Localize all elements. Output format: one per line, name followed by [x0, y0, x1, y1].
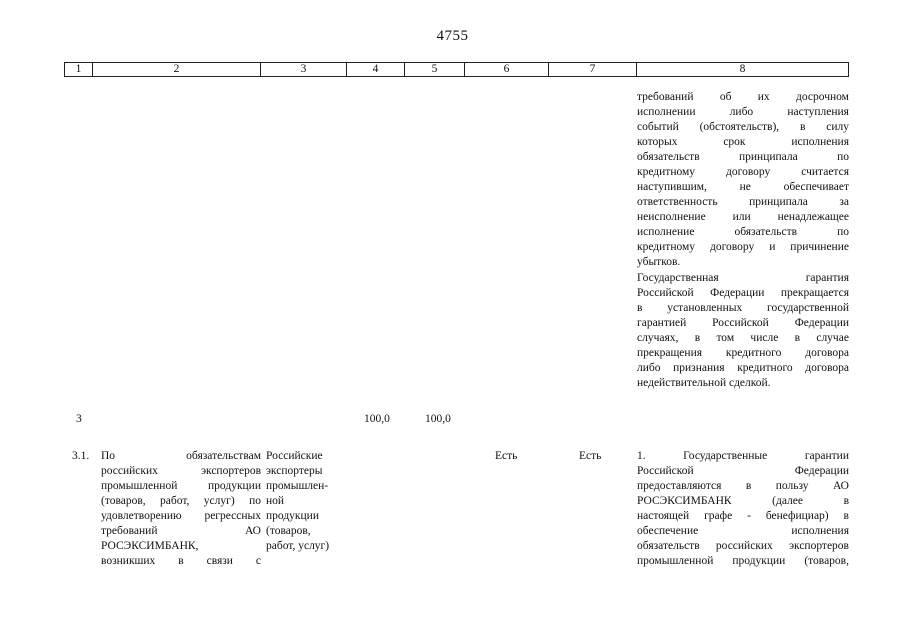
continuation-paragraph-1-line: убытков.: [637, 256, 681, 268]
continuation-paragraph-2-line: Российской Федерации прекращается: [637, 287, 849, 299]
continuation-paragraph-2-line: недействительной сделкой.: [637, 377, 771, 389]
continuation-paragraph-1-line: исполнении либо наступления: [637, 106, 849, 118]
header-col-5: 5: [405, 63, 465, 76]
continuation-paragraph-1-line: ответственность принципала за: [637, 196, 849, 208]
continuation-paragraph-1-line: требований об их досрочном: [637, 91, 849, 103]
row-3-1-recipients-line: Российские: [266, 450, 323, 462]
row-3-1-description-line: российских экспортеров: [101, 465, 261, 477]
row-3-1-conditions-line: предоставляются в пользу АО: [637, 480, 849, 492]
continuation-paragraph-1-line: неисполнение или ненадлежащее: [637, 211, 849, 223]
row-3-1-recipients: [266, 449, 346, 554]
continuation-paragraph-1-line: кредитному договору и причинение: [637, 241, 849, 253]
row-3-1-conditions-line: Российской Федерации: [637, 465, 849, 477]
row-3-1-conditions-line: обеспечение исполнения: [637, 525, 849, 537]
continuation-paragraph-1-line: обязательств принципала по: [637, 151, 849, 163]
row-3-1-recipients-line: ной: [266, 495, 285, 507]
row-3-number: 3: [76, 413, 82, 425]
row-3-1-description-line: промышленной продукции: [101, 480, 261, 492]
header-col-2: 2: [93, 63, 261, 76]
row-3-1-conditions: [637, 449, 849, 569]
row-3-col4-value: 100,0: [364, 413, 390, 425]
header-col-3: 3: [261, 63, 347, 76]
continuation-paragraph-1-line: которых срок исполнения: [637, 136, 849, 148]
row-3-1-description-line: РОСЭКСИМБАНК,: [101, 540, 199, 552]
continuation-paragraph-1-line: событий (обстоятельств), в силу: [637, 121, 849, 133]
row-3-1-recipients-line: (товаров,: [266, 525, 311, 537]
header-col-4: 4: [347, 63, 405, 76]
continuation-paragraph-2: [637, 271, 849, 391]
row-3-1-col6-value: Есть: [495, 450, 518, 462]
continuation-paragraph-1: [637, 90, 849, 270]
row-3-1-number: 3.1.: [72, 450, 90, 462]
row-3-1-description-line: удовлетворению регрессных: [101, 510, 261, 522]
row-3-1-conditions-line: промышленной продукции (товаров,: [637, 555, 849, 567]
row-3-1-recipients-line: экспортеры: [266, 465, 323, 477]
header-col-8: 8: [739, 63, 746, 75]
continuation-paragraph-1-line: исполнение обязательств по: [637, 226, 849, 238]
continuation-paragraph-2-line: в установленных государственной: [637, 302, 849, 314]
row-3-1-recipients-line: промышлен-: [266, 480, 329, 492]
row-3-1-conditions-line: 1. Государственные гарантии: [637, 450, 849, 462]
row-3-1-conditions-line: настоящей графе - бенефициар) в: [637, 510, 849, 522]
row-3-col5-value: 100,0: [425, 413, 451, 425]
row-3-1-description-line: По обязательствам: [101, 450, 261, 462]
row-3-1-conditions-line: обязательств российских экспортеров: [637, 540, 849, 552]
row-3-1-conditions-line: РОСЭКСИМБАНК (далее в: [637, 495, 849, 507]
header-col-6: 6: [465, 63, 549, 76]
page-number: 4755: [436, 28, 469, 44]
continuation-paragraph-2-line: прекращения кредитного договора: [637, 347, 849, 359]
continuation-paragraph-2-line: гарантией Российской Федерации: [637, 317, 849, 329]
continuation-paragraph-2-line: либо признания кредитного договора: [637, 362, 849, 374]
row-3-1-recipients-line: работ, услуг): [266, 540, 330, 552]
header-col-7: 7: [549, 63, 637, 76]
continuation-paragraph-2-line: случаях, в том числе в случае: [637, 332, 849, 344]
row-3-1-description-line: возникших в связи с: [101, 555, 261, 567]
table-header-row: [64, 62, 849, 77]
continuation-paragraph-1-line: наступившим, не обеспечивает: [637, 181, 849, 193]
row-3-1-description-line: (товаров, работ, услуг) по: [101, 495, 261, 507]
row-3-1-recipients-line: продукции: [266, 510, 319, 522]
continuation-paragraph-2-line: Государственная гарантия: [637, 272, 849, 284]
continuation-paragraph-1-line: кредитному договору считается: [637, 166, 849, 178]
row-3-1-description: [101, 449, 261, 569]
header-col-1: 1: [65, 63, 93, 76]
row-3-1-col7-value: Есть: [579, 450, 602, 462]
row-3-1-description-line: требований АО: [101, 525, 261, 537]
